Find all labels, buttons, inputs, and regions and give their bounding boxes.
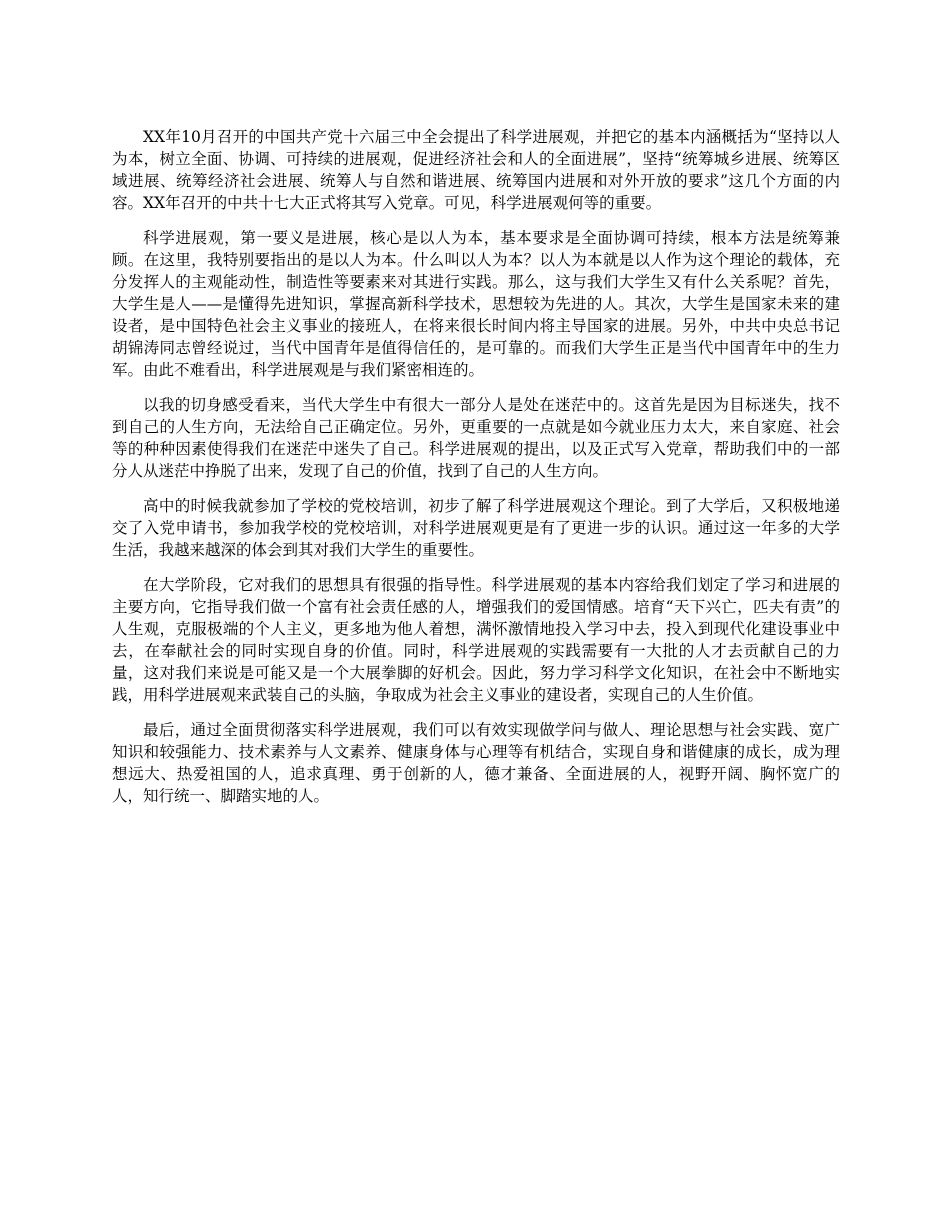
- paragraph-6: 最后，通过全面贯彻落实科学进展观，我们可以有效实现做学问与做人、理论思想与社会实践、宽广知识和较强能力、技术素养与人文素养、健康身体与心理等有机结合，实现自身和谐健康的成长，成为理想远大、热爱祖国的人，追求真理、勇于创新的人，德才兼备、全面进展的人，视野开阔、胸怀宽广的人，知行统一、脚踏实地的人。: [112, 721, 840, 805]
- paragraph-2: 科学进展观，第一要义是进展，核心是以人为本，基本要求是全面协调可持续，根本方法是统筹兼顾。在这里，我特别要指出的是以人为本。什么叫以人为本？以人为本就是以人作为这个理论的载体，充分发挥人的主观能动性，制造性等要素来对其进行实践。那么，这与我们大学生又有什么关系呢？首先，大学生是人——是懂得先进知识，掌握高新科学技术，思想较为先进的人。其次，大学生是国家未来的建设者，是中国特色社会主义事业的接班人，在将来很长时间内将主导国家的进展。另外，中共中央总书记胡锦涛同志曾经说过，当代中国青年是值得信任的，是可靠的。而我们大学生正是当代中国青年中的生力军。由此不难看出，科学进展观是与我们紧密相连的。: [112, 229, 840, 379]
- document-body: [112, 126, 840, 820]
- paragraph-1: XX年10月召开的中国共产党十六届三中全会提出了科学进展观，并把它的基本内涵概括为“坚持以人为本，树立全面、协调、可持续的进展观，促进经济社会和人的全面进展”，坚持“统筹城乡进展、统筹区域进展、统筹经济社会进展、统筹人与自然和谐进展、统筹国内进展和对外开放的要求”这几个方面的内容。XX年召开的中共十七大正式将其写入党章。可见，科学进展观何等的重要。: [112, 128, 840, 212]
- paragraph-3: 以我的切身感受看来，当代大学生中有很大一部分人是处在迷茫中的。这首先是因为目标迷失，找不到自己的人生方向，无法给自己正确定位。另外，更重要的一点就是如今就业压力太大，来自家庭、社会等的种种因素使得我们在迷茫中迷失了自己。科学进展观的提出，以及正式写入党章，帮助我们中的一部分人从迷茫中挣脱了出来，发现了自己的价值，找到了自己的人生方向。: [112, 396, 840, 480]
- paragraph-4: 高中的时候我就参加了学校的党校培训，初步了解了科学进展观这个理论。到了大学后，又积极地递交了入党申请书，参加我学校的党校培训，对科学进展观更是有了更进一步的认识。通过这一年多的大学生活，我越来越深的体会到其对我们大学生的重要性。: [112, 497, 840, 559]
- paragraph-5: 在大学阶段，它对我们的思想具有很强的指导性。科学进展观的基本内容给我们划定了学习和进展的主要方向，它指导我们做一个富有社会责任感的人，增强我们的爱国情感。培育“天下兴亡，匹夫有责”的人生观，克服极端的个人主义，更多地为他人着想，满怀激情地投入学习中去，投入到现代化建设事业中去，在奉献社会的同时实现自身的价值。同时，科学进展观的实践需要有一大批的人才去贡献自己的力量，这对我们来说是可能又是一个大展拳脚的好机会。因此，努力学习科学文化知识，在社会中不断地实践，用科学进展观来武装自己的头脑，争取成为社会主义事业的建设者，实现自己的人生价值。: [112, 576, 840, 704]
